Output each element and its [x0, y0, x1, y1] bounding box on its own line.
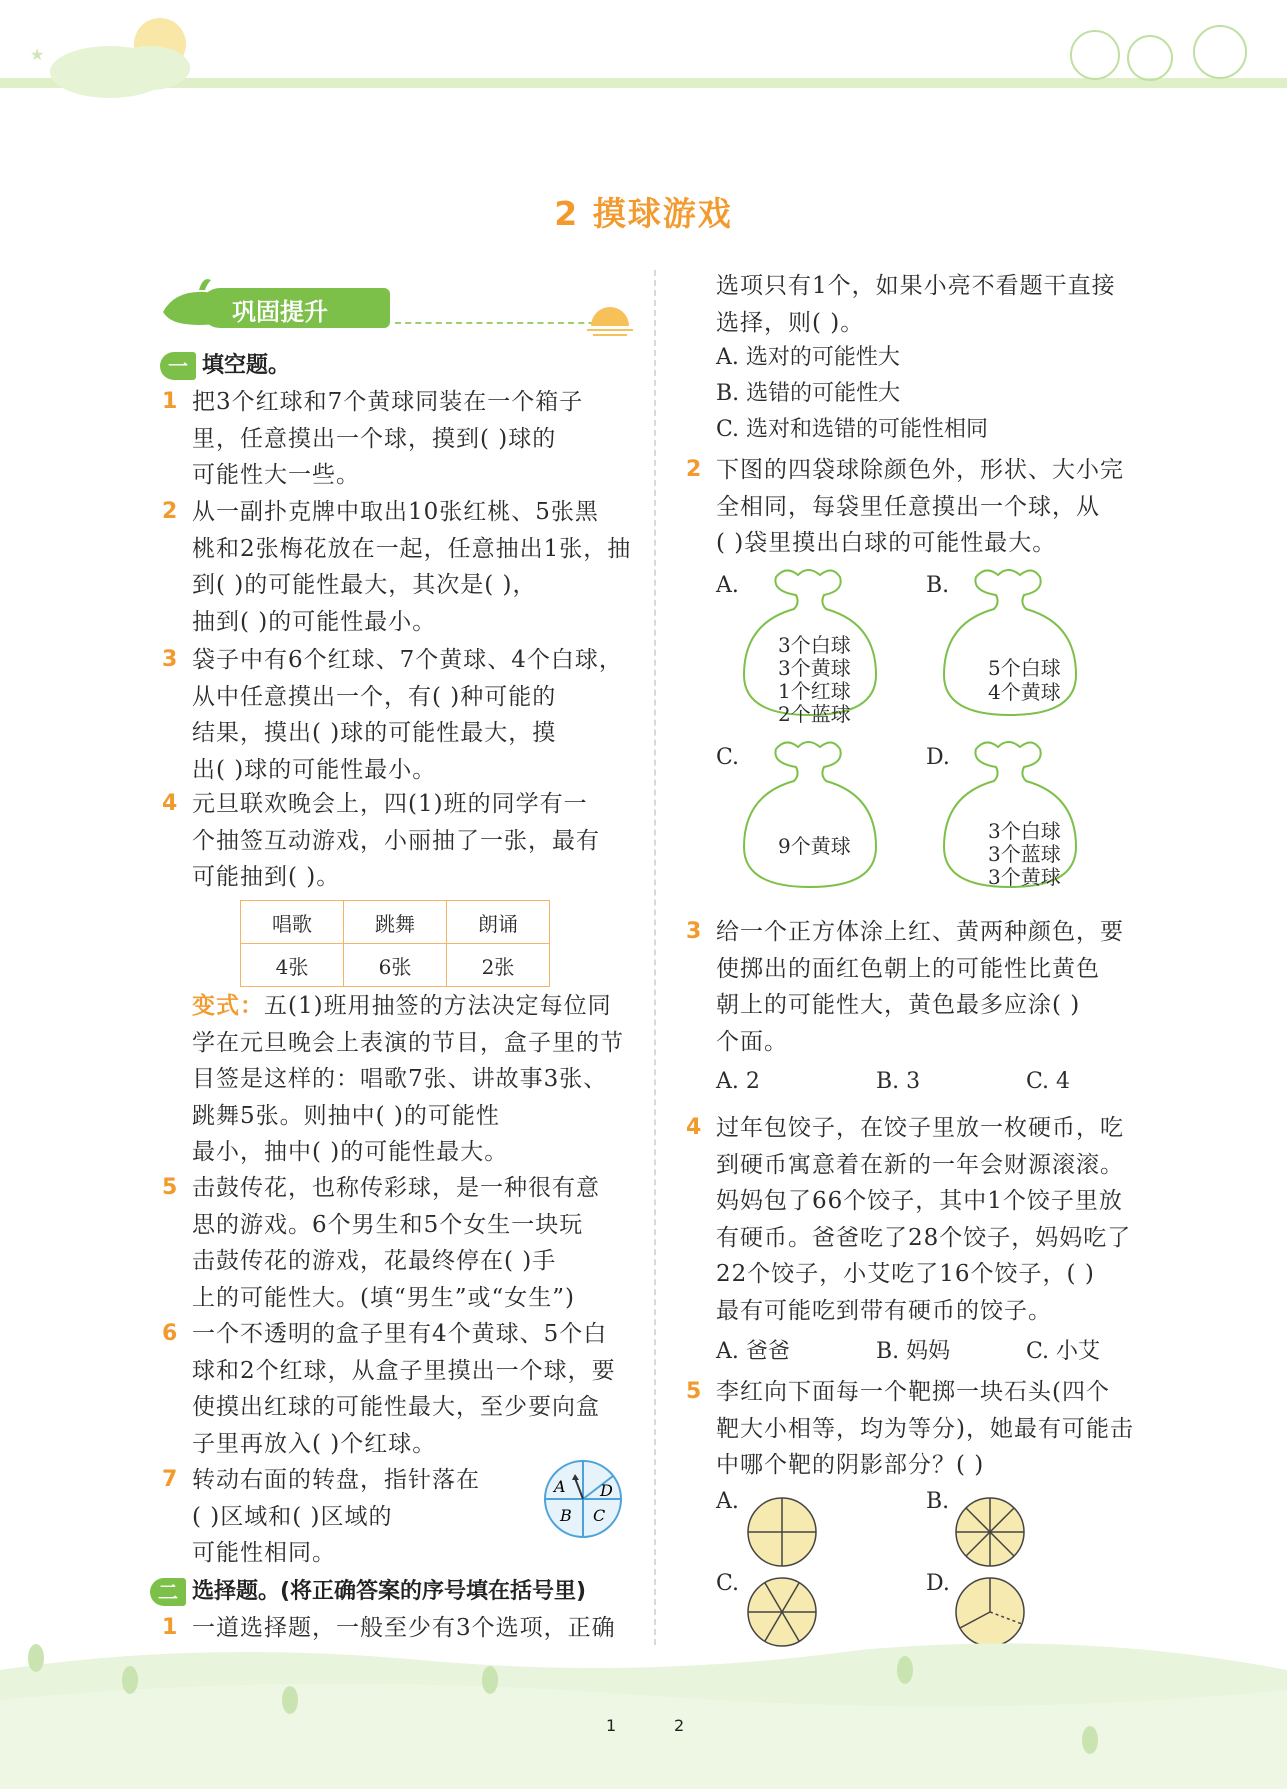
question-number: 1 [162, 389, 179, 414]
spinner-label: D [600, 1481, 613, 1500]
bag-label-d: D. [926, 745, 950, 770]
question-number: 6 [162, 1321, 179, 1346]
page-number-left: 1 [606, 1716, 617, 1735]
option-b: B. 选错的可能性大 [716, 381, 901, 406]
question-text: 里，任意摸出一个球，摸到( )球的 [192, 425, 557, 452]
question-7 [162, 1462, 542, 1572]
question-1 [162, 384, 642, 494]
bag-content-line: 4个黄球 [988, 680, 1061, 704]
question-text: 个面。 [716, 1028, 788, 1055]
target-b [956, 1498, 1024, 1566]
section-fill-blank [160, 348, 290, 380]
question-text: 袋子中有6个红球、7个黄球、4个白球， [192, 647, 623, 673]
question-number: 4 [162, 791, 179, 816]
c4-option-a: A. 爸爸 [716, 1339, 790, 1364]
question-text: 转动右面的转盘，指针落在 [192, 1467, 480, 1493]
bag-label-c: C. [716, 745, 740, 770]
bag-content-line: 9个黄球 [778, 834, 851, 858]
question-6 [162, 1316, 642, 1462]
option-a: A. 选对的可能性大 [716, 345, 900, 370]
question-number: 5 [162, 1175, 179, 1200]
column-divider [654, 270, 656, 1645]
bag-content-line: 5个白球 [988, 656, 1061, 680]
spinner-label: C [593, 1506, 606, 1525]
bags-diagram [716, 565, 1196, 915]
section-number: 二 [150, 1578, 186, 1606]
question-text: 球和2个红球，从盒子里摸出一个球，要 [192, 1357, 616, 1384]
bag-content-line: 3个蓝球 [988, 842, 1061, 866]
question-text: 从一副扑克牌中取出10张红桃、5张黑 [192, 499, 599, 525]
question-text: 给一个正方体涂上红、黄两种颜色，要 [716, 919, 1124, 945]
question-text: 选项只有1个，如果小亮不看题干直接 [716, 273, 1116, 299]
bag-d-contents [988, 820, 1061, 889]
question-number: 4 [686, 1115, 703, 1140]
question-text: 上的可能性大。(填“男生”或“女生”) [192, 1284, 575, 1311]
question-text: 思的游戏。6个男生和5个女生一块玩 [192, 1211, 584, 1238]
question-text: 到硬币寓意着在新的一年会财源滚滚。 [716, 1151, 1124, 1178]
question-text: 击鼓传花，也称传彩球，是一种很有意 [192, 1175, 600, 1201]
choice-question-1-part2 [716, 268, 1196, 342]
question-text: ( )袋里摸出白球的可能性最大。 [716, 530, 1057, 556]
question-text: 下图的四袋球除颜色外，形状、大小完 [716, 457, 1124, 483]
question-text: 结果，摸出( )球的可能性最大，摸 [192, 720, 557, 746]
choice-question-3 [686, 914, 1176, 1060]
target-label-b: B. [926, 1489, 950, 1514]
question-text: 有硬币。爸爸吃了28个饺子，妈妈吃了 [716, 1224, 1132, 1251]
c4-option-b: B. 妈妈 [876, 1339, 951, 1364]
target-c [748, 1578, 816, 1646]
question-text: 可能性大一些。 [192, 462, 360, 488]
question-number: 5 [686, 1379, 703, 1404]
question-text: 李红向下面每一个靶掷一块石头(四个 [716, 1379, 1110, 1405]
bag-label-b: B. [926, 573, 950, 598]
target-a [748, 1498, 816, 1566]
question-number: 2 [162, 499, 179, 524]
spinner-label: A [554, 1477, 566, 1496]
bag-a-contents [778, 634, 851, 726]
bag-c [744, 742, 876, 887]
bag-content-line: 3个黄球 [778, 656, 851, 680]
question-text: ( )区域和( )区域的 [192, 1503, 393, 1530]
spinner-diagram [538, 1454, 628, 1544]
question-text: 抽到( )的可能性最小。 [192, 608, 437, 635]
question-text: 选择，则( )。 [716, 309, 865, 336]
c3-option-b: B. 3 [876, 1069, 921, 1094]
question-text: 目签是这样的：唱歌7张、讲故事3张、 [192, 1066, 608, 1092]
question-4 [162, 786, 642, 896]
question-text: 最有可能吃到带有硬币的饺子。 [716, 1297, 1052, 1324]
question-text: 一个不透明的盒子里有4个黄球、5个白 [192, 1321, 608, 1347]
bag-content-line: 3个白球 [988, 819, 1061, 843]
choice-question-4 [686, 1110, 1186, 1332]
bag-content-line: 3个白球 [778, 633, 851, 657]
question-text: 元旦联欢晚会上，四(1)班的同学有一 [192, 791, 588, 817]
banner-title: 巩固提升 [232, 298, 328, 326]
table-cell: 2张 [447, 944, 550, 987]
c3-option-a: A. 2 [716, 1069, 760, 1094]
option-c: C. 选对和选错的可能性相同 [716, 417, 989, 442]
c1-options [716, 340, 1196, 448]
question-text: 可能性相同。 [192, 1540, 336, 1566]
c3-option-c: C. 4 [1026, 1069, 1071, 1094]
question-text: 五(1)班用抽签的方法决定每位同 [264, 993, 612, 1019]
c4-option-c: C. 小艾 [1026, 1339, 1101, 1364]
question-text: 学在元旦晚会上表演的节目，盒子里的节 [192, 1029, 624, 1056]
table-cell: 6张 [344, 944, 447, 987]
choice-question-2 [686, 452, 1176, 562]
question-number: 3 [686, 919, 703, 944]
question-number: 1 [162, 1615, 179, 1640]
question-text: 妈妈包了66个饺子，其中1个饺子里放 [716, 1188, 1123, 1214]
question-number: 3 [162, 647, 179, 672]
section-label: 填空题。 [202, 353, 291, 378]
question-2 [162, 494, 642, 640]
header-decoration [0, 0, 1287, 120]
target-d [956, 1578, 1024, 1646]
question-text: 桃和2张梅花放在一起，任意抽出1张，抽 [192, 535, 632, 562]
lots-table [240, 900, 550, 987]
target-label-c: C. [716, 1571, 740, 1596]
question-text: 子里再放入( )个红球。 [192, 1430, 437, 1457]
question-text: 中哪个靶的阴影部分？( ) [716, 1452, 985, 1478]
target-ab [740, 1490, 1040, 1576]
bag-content-line: 3个黄球 [988, 865, 1061, 889]
table-header: 跳舞 [344, 901, 447, 944]
bag-content-line: 2个蓝球 [778, 702, 851, 726]
question-number: 2 [686, 457, 703, 482]
bag-label-a: A. [716, 573, 739, 598]
variant-question [192, 988, 652, 1172]
bag-c-contents [778, 834, 851, 858]
question-text: 使摸出红球的可能性最大，至少要向盒 [192, 1394, 600, 1420]
question-text: 把3个红球和7个黄球同装在一个箱子 [192, 389, 584, 415]
variant-label: 变式： [192, 993, 264, 1019]
question-text: 可能抽到( )。 [192, 864, 341, 890]
table-header: 唱歌 [241, 901, 344, 944]
section-multiple-choice [150, 1574, 586, 1606]
question-5 [162, 1170, 642, 1316]
question-text: 过年包饺子，在饺子里放一枚硬币，吃 [716, 1115, 1124, 1141]
question-text: 全相同，每袋里任意摸出一个球，从 [716, 493, 1100, 520]
bag-b-contents [988, 656, 1061, 704]
question-text: 从中任意摸出一个，有( )种可能的 [192, 683, 557, 710]
bag-content-line: 1个红球 [778, 679, 851, 703]
sunset-icon [585, 300, 635, 340]
target-label-a: A. [716, 1489, 739, 1514]
question-text: 朝上的可能性大，黄色最多应涂( ) [716, 992, 1081, 1018]
question-text: 最小，抽中( )的可能性最大。 [192, 1139, 509, 1165]
section-number: 一 [160, 352, 196, 380]
question-number: 7 [162, 1467, 179, 1492]
question-text: 使掷出的面红色朝上的可能性比黄色 [716, 955, 1100, 982]
question-3 [162, 642, 642, 788]
question-text: 到( )的可能性最大，其次是( )， [192, 572, 537, 598]
question-text: 一道选择题，一般至少有3个选项，正确 [192, 1615, 616, 1641]
footer-landscape [0, 1640, 1287, 1789]
question-text: 跳舞5张。则抽中( )的可能性 [192, 1102, 500, 1129]
question-text: 22个饺子，小艾吃了16个饺子，( ) [716, 1261, 1095, 1287]
question-text: 击鼓传花的游戏，花最终停在( )手 [192, 1248, 557, 1274]
choice-question-5 [686, 1374, 1186, 1484]
animal-faces-icon [1071, 26, 1246, 80]
page-title: 2 摸球游戏 [554, 194, 733, 233]
table-header: 朗诵 [447, 901, 550, 944]
section-label: 选择题。(将正确答案的序号填在括号里) [192, 1579, 587, 1604]
spinner-label: B [560, 1506, 572, 1525]
page-number-right: 2 [674, 1716, 685, 1735]
target-label-d: D. [926, 1571, 950, 1596]
table-cell: 4张 [241, 944, 344, 987]
svg-text:★: ★ [30, 45, 45, 64]
question-text: 出( )球的可能性最小。 [192, 756, 437, 783]
question-text: 靶大小相等，均为等分)，她最有可能击 [716, 1415, 1134, 1442]
question-text: 个抽签互动游戏，小丽抽了一张，最有 [192, 827, 600, 854]
